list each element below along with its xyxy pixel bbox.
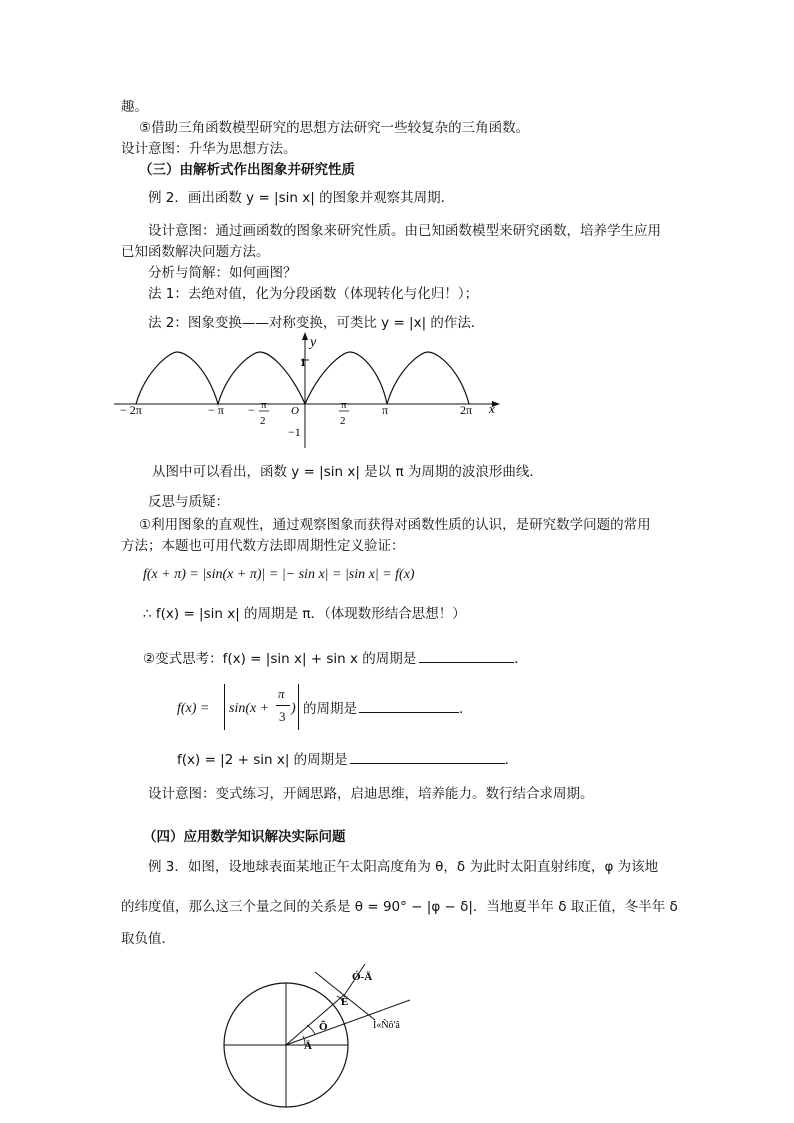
equation-1: f(x + π) = |sin(x + π)| = |− sin x| = |sin x| = f(x) [143, 567, 415, 582]
text-line: 反思与质疑： [148, 494, 229, 510]
section-heading: （四）应用数学知识解决实际问题 [143, 829, 346, 845]
variant-2-sin: sin(x + [229, 701, 270, 716]
y-label: y [310, 335, 317, 350]
tick-one: 1 [300, 355, 306, 369]
text-line: 取负值． [121, 931, 175, 947]
fraction-bar [276, 705, 290, 706]
tick-2pi: 2π [460, 403, 473, 417]
label-ray: Ì«Ñô'â [373, 1020, 400, 1031]
tick-neg-one: −1 [288, 425, 301, 439]
variant-2-den: 3 [279, 709, 286, 724]
text-line: 法 1：去绝对值，化为分段函数（体现转化与化归！）； [148, 286, 479, 302]
variant-1: ②变式思考：f(x) = |sin x| + sin x 的周期是 ． [143, 651, 528, 667]
variant-2-num: π [278, 686, 285, 701]
text-line: 设计意图：变式练习，开阔思路，启迪思维，培养能力。数行结合求周期。 [148, 786, 594, 802]
text-line: 方法；本题也可用代数方法即周期性定义验证： [121, 538, 405, 554]
latitude-radius [286, 994, 345, 1045]
variant-2-tail: 的周期是 ． [303, 701, 473, 717]
tick-neg-pi: − π [208, 403, 224, 417]
abs-bar-left [224, 684, 227, 730]
variant-2-close: ) [291, 701, 296, 716]
answer-blank [419, 650, 514, 663]
text-line: 法 2：图象变换——对称变换，可类比 y = |x| 的作法． [148, 315, 485, 331]
text-line: 已知函数解决问题方法。 [121, 244, 270, 260]
tick-half-den: 2 [340, 415, 346, 427]
text-line: 的纬度值，那么这三个量之间的关系是 θ = 90° − |φ − δ|．当地夏半年 δ 取正值，冬半年 δ [121, 899, 678, 915]
tick-neg-2pi: − 2π [120, 403, 142, 417]
y-axis-arrow [302, 332, 308, 340]
variant-2-lhs: f(x) = [177, 701, 210, 716]
text-line: 趣。 [121, 99, 148, 115]
variant-3: f(x) = |2 + sin x| 的周期是 ． [177, 752, 519, 768]
tick-neg-half-num: π [261, 399, 267, 411]
label-top: Ó-Ä [352, 971, 373, 983]
text-line: 分析与简解：如何画图？ [148, 265, 297, 281]
conclusion: 从图中可以看出，函数 y = |sin x| 是以 π 为周期的波浪形曲线． [152, 464, 543, 480]
text-line: 设计意图：升华为思想方法。 [121, 141, 297, 157]
tick-neg-half-den: 2 [260, 415, 266, 427]
text-line: ①利用图象的直观性，通过观察图象而获得对函数性质的认识，是研究数学问题的常用 [139, 517, 651, 533]
example-3: 例 3．如图，设地球表面某地正午太阳高度角为 θ，δ 为此时太阳直射纬度，φ 为该地 [148, 859, 659, 875]
tick-neg-half-sign: − [248, 403, 255, 417]
text-line: 设计意图：通过画函数的图象来研究性质。由已知函数模型来研究函数，培养学生应用 [148, 223, 661, 239]
abs-sin-graph [110, 330, 500, 452]
x-label: x [489, 401, 495, 416]
equation-2: ∴ f(x) = |sin x| 的周期是 π．（体现数形结合思想！） [143, 606, 466, 622]
label-a: Ä [304, 1040, 312, 1052]
label-o: Õ [319, 1021, 328, 1033]
section-heading: （三）由解析式作出图象并研究性质 [139, 162, 355, 178]
tick-half-num: π [341, 399, 347, 411]
text-line: ⑤借助三角函数模型研究的思想方法研究一些较复杂的三角函数。 [139, 120, 530, 136]
origin-label: O [291, 405, 299, 417]
tick-pi: π [382, 403, 389, 417]
answer-blank [359, 700, 459, 713]
abs-bar-right [298, 684, 301, 730]
earth-diagram [215, 950, 435, 1120]
label-e: È [341, 996, 349, 1008]
answer-blank [350, 751, 505, 764]
example-2: 例 2．画出函数 y = |sin x| 的图象并观察其周期． [148, 190, 455, 206]
